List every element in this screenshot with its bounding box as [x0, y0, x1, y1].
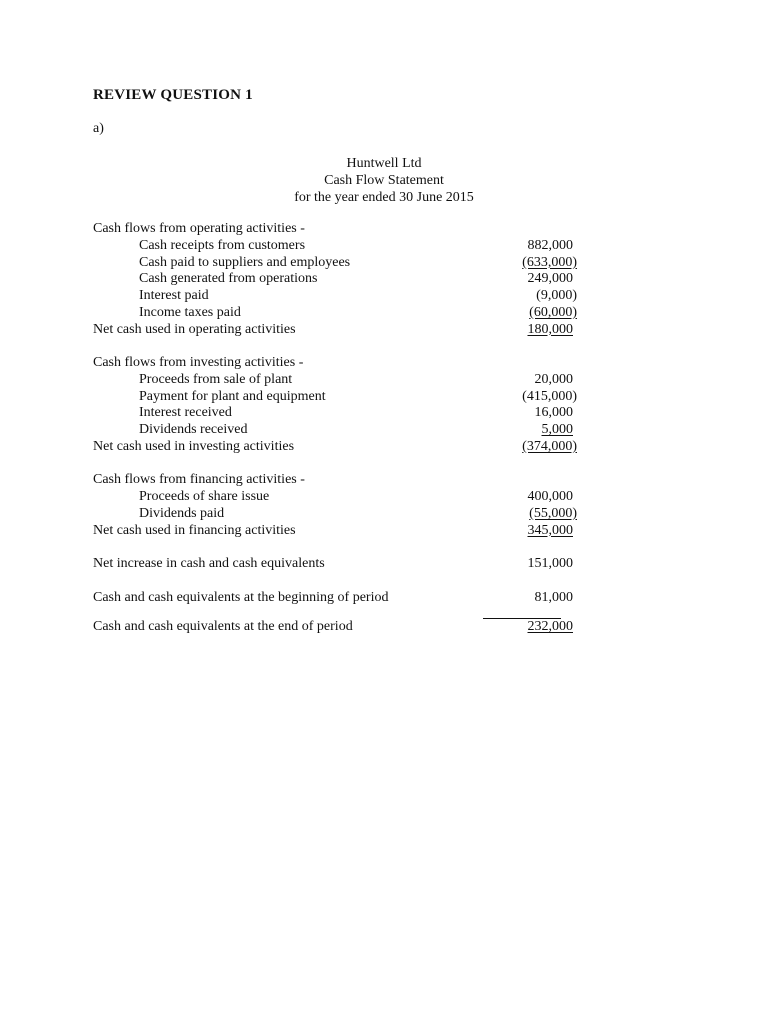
financing-item-label: Proceeds of share issue — [139, 489, 270, 504]
beginning-cash-label: Cash and cash equivalents at the beginning of period — [93, 589, 389, 605]
investing-item-row — [93, 422, 613, 439]
cash-flow-statement — [93, 221, 613, 636]
investing-net-row — [93, 439, 613, 456]
investing-net-label: Net cash used in investing activities — [93, 438, 295, 454]
financing-net-row — [93, 523, 613, 540]
investing-item-amount: 20,000 — [534, 371, 573, 387]
end-cash-row — [93, 619, 613, 636]
beginning-cash-row — [93, 590, 613, 607]
statement-title-block — [284, 155, 484, 206]
end-cash-label: Cash and cash equivalents at the end of period — [93, 619, 353, 635]
investing-item-amount: (415,000) — [522, 388, 577, 404]
investing-item-row — [93, 372, 613, 389]
operating-item-amount: 882,000 — [527, 237, 573, 253]
financing-item-label: Dividends paid — [139, 505, 225, 521]
investing-item-row — [93, 389, 613, 406]
operating-net-row — [93, 322, 613, 339]
operating-item-amount: (60,000) — [529, 304, 577, 320]
operating-heading-row — [93, 221, 613, 238]
review-question-heading: REVIEW QUESTION 1 — [93, 87, 253, 103]
net-increase-amount: 151,000 — [527, 556, 573, 571]
operating-item-amount: (633,000) — [522, 254, 577, 270]
investing-item-label: Interest received — [139, 405, 232, 421]
financing-item-amount: (55,000) — [529, 505, 577, 521]
spacer — [93, 539, 613, 556]
spacer — [93, 338, 613, 355]
financing-item-row — [93, 489, 613, 506]
financing-heading-row — [93, 472, 613, 489]
financing-net-label: Net cash used in financing activities — [93, 522, 296, 538]
operating-item-amount: 249,000 — [527, 271, 573, 287]
operating-item-label: Interest paid — [139, 288, 209, 303]
operating-item-row — [93, 238, 613, 255]
operating-item-label: Income taxes paid — [139, 304, 241, 320]
operating-item-label: Cash generated from operations — [139, 271, 318, 287]
investing-net-amount: (374,000) — [522, 438, 577, 454]
financing-heading: Cash flows from financing activities - — [93, 472, 305, 488]
operating-item-label: Cash receipts from customers — [139, 237, 306, 253]
investing-item-amount: 16,000 — [534, 405, 573, 421]
investing-item-label: Proceeds from sale of plant — [139, 371, 293, 387]
net-increase-label: Net increase in cash and cash equivalents — [93, 556, 325, 571]
financing-net-amount: 345,000 — [527, 522, 573, 538]
investing-item-label: Payment for plant and equipment — [139, 388, 326, 404]
investing-item-row — [93, 405, 613, 422]
investing-item-label: Dividends received — [139, 422, 248, 437]
part-label: a) — [93, 121, 104, 136]
investing-heading-row — [93, 355, 613, 372]
operating-heading: Cash flows from operating activities - — [93, 221, 305, 236]
spacer — [93, 456, 613, 473]
investing-heading: Cash flows from investing activities - — [93, 355, 304, 370]
operating-net-label: Net cash used in operating activities — [93, 321, 296, 337]
operating-item-row — [93, 305, 613, 322]
operating-item-row — [93, 271, 613, 288]
net-increase-row — [93, 556, 613, 573]
statement-name: Cash Flow Statement — [324, 173, 444, 188]
beginning-cash-amount: 81,000 — [534, 589, 573, 605]
operating-item-label: Cash paid to suppliers and employees — [139, 254, 351, 270]
statement-period: for the year ended 30 June 2015 — [294, 190, 474, 205]
spacer — [93, 606, 613, 619]
operating-item-row — [93, 288, 613, 305]
company-name: Huntwell Ltd — [346, 156, 422, 171]
spacer — [93, 573, 613, 590]
financing-item-row — [93, 506, 613, 523]
end-cash-amount: 232,000 — [527, 619, 573, 635]
operating-item-row — [93, 255, 613, 272]
investing-item-amount: 5,000 — [541, 422, 573, 437]
operating-item-amount: (9,000) — [536, 288, 577, 303]
financing-item-amount: 400,000 — [527, 489, 573, 504]
operating-net-amount: 180,000 — [527, 321, 573, 337]
